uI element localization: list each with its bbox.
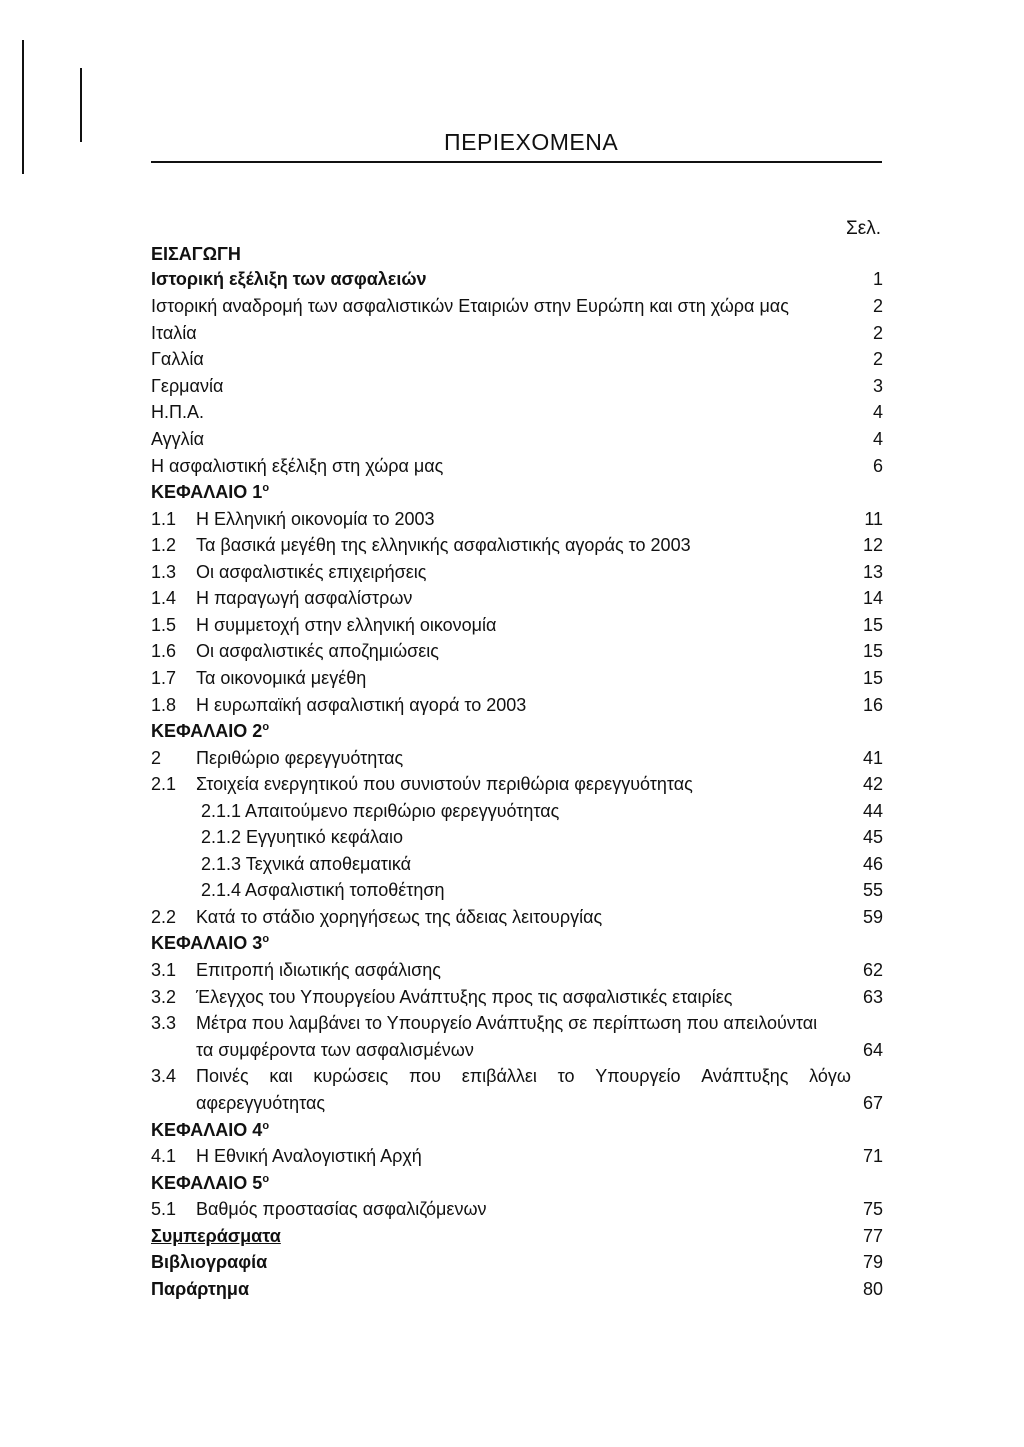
toc-row [151, 984, 883, 1010]
toc-entry-page: 4 [872, 402, 883, 422]
toc-entry-word: επιβάλλει [461, 1066, 537, 1086]
toc-entry-title-text: Επιτροπή ιδιωτικής ασφάλισης [196, 960, 441, 980]
toc-entry-number: 1.4 [151, 588, 177, 608]
toc-entry-number: 2.1 [151, 774, 177, 794]
toc-row [151, 1010, 883, 1036]
toc-entry-title [196, 559, 426, 585]
toc-entry-page: 63 [862, 987, 883, 1007]
toc-entry-number: 2.2 [151, 907, 177, 927]
toc-entry-title [151, 426, 204, 452]
toc-entry-page: 45 [862, 827, 883, 847]
toc-entry-title [196, 1143, 422, 1169]
toc-entry-title [151, 320, 197, 346]
toc-row [151, 1037, 883, 1063]
toc-entry-word: κυρώσεις [313, 1066, 389, 1086]
toc-entry-number: 3.3 [151, 1013, 177, 1033]
toc-entry-number: 3.4 [151, 1066, 177, 1086]
toc-entry-word: και [269, 1066, 293, 1086]
toc-row [151, 1249, 883, 1275]
toc-entry-title-text: ΚΕΦΑΛΑΙΟ 5 [151, 1173, 263, 1193]
toc-entry-title-text: Η.Π.Α. [151, 402, 205, 422]
toc-row [151, 479, 883, 505]
toc-entry-title-text: 2.1.2 Εγγυητικό κεφάλαιο [201, 827, 404, 847]
toc-entry-page: 6 [872, 456, 883, 476]
toc-entry-title-text: Μέτρα που λαμβάνει το Υπουργείο Ανάπτυξης σε περίπτωση που απειλούνται [196, 1013, 818, 1033]
toc-row [151, 1276, 883, 1302]
toc-entry-page: 3 [872, 376, 883, 396]
toc-row [151, 904, 883, 930]
toc-entry-title [151, 479, 269, 505]
toc-entry-title-text: Παράρτημα [151, 1279, 250, 1299]
toc-entry-page: 75 [862, 1199, 883, 1219]
toc-entry-title [196, 984, 732, 1010]
toc-entry-title-text: ΚΕΦΑΛΑΙΟ 4 [151, 1120, 263, 1140]
toc-entry-title [151, 1276, 249, 1302]
toc-row [151, 1196, 883, 1222]
toc-entry-title [201, 877, 445, 903]
toc-entry-title [196, 638, 439, 664]
toc-entry-title-text: Η παραγωγή ασφαλίστρων [196, 588, 413, 608]
toc-entry-page: 4 [872, 429, 883, 449]
toc-entry-title [196, 585, 412, 611]
toc-row [151, 506, 883, 532]
toc-entry-title [196, 1010, 817, 1036]
toc-entry-title [196, 1063, 851, 1089]
toc-entry-title [201, 851, 411, 877]
toc-entry-number: 2 [151, 748, 162, 768]
toc-entry-title-text: Ιστορική εξέλιξη των ασφαλειών [151, 269, 427, 289]
toc-row [151, 1117, 883, 1143]
toc-entry-title-text: ΚΕΦΑΛΑΙΟ 3 [151, 933, 263, 953]
toc-entry-number: 3.2 [151, 987, 177, 1007]
ordinal-superscript: ο [262, 1120, 270, 1132]
title-underline [151, 161, 882, 163]
toc-entry-page: 71 [862, 1146, 883, 1166]
toc-entry-title-text: Βιβλιογραφία [151, 1252, 268, 1272]
toc-entry-title-text: Γερμανία [151, 376, 224, 396]
toc-entry-page: 77 [862, 1226, 883, 1246]
toc-entry-title-text: Αγγλία [151, 429, 205, 449]
toc-entry-title [151, 241, 241, 267]
page-title: ΠΕΡΙΕΧΟΜΕΝΑ [444, 129, 619, 155]
toc-row [151, 399, 883, 425]
toc-entry-page: 14 [862, 588, 883, 608]
toc-entry-title-text: 2.1.1 Απαιτούμενο περιθώριο φερεγγυότητας [201, 801, 560, 821]
toc-entry-title-text: Περιθώριο φερεγγυότητας [196, 748, 404, 768]
toc-entry-number: 4.1 [151, 1146, 177, 1166]
toc-entry-title-text: Οι ασφαλιστικές επιχειρήσεις [196, 562, 427, 582]
toc-entry-title-text: Τα βασικά μεγέθη της ελληνικής ασφαλιστικής αγοράς το 2003 [196, 535, 691, 555]
toc-row [151, 532, 883, 558]
toc-entry-page: 2 [872, 296, 883, 316]
toc-entry-title [196, 532, 691, 558]
toc-entry-page: 44 [862, 801, 883, 821]
toc-entry-page: 80 [862, 1279, 883, 1299]
toc-entry-title-text: Στοιχεία ενεργητικού που συνιστούν περιθώρια φερεγγυότητας [196, 774, 693, 794]
toc-row [151, 638, 883, 664]
toc-row [151, 585, 883, 611]
toc-entry-title [196, 904, 602, 930]
toc-entry-title-text: Η Ελληνική οικονομία το 2003 [196, 509, 435, 529]
toc-row [151, 1170, 883, 1196]
toc-entry-page: 67 [862, 1093, 883, 1113]
toc-row [151, 1223, 883, 1249]
toc-entry-page: 59 [862, 907, 883, 927]
toc-entry-word: το [557, 1066, 575, 1086]
toc-entry-title-text: Βαθμός προστασίας ασφαλιζόμενων [196, 1199, 487, 1219]
toc-entry-word: λόγω [809, 1066, 851, 1086]
toc-entry-word: Ανάπτυξης [701, 1066, 789, 1086]
toc-entry-title-text: Ιταλία [151, 323, 197, 343]
toc-entry-title-text: Η ευρωπαϊκή ασφαλιστική αγορά το 2003 [196, 695, 527, 715]
toc-entry-title [151, 346, 204, 372]
toc-entry-title [196, 771, 693, 797]
toc-entry-title [151, 266, 427, 292]
toc-row [151, 851, 883, 877]
toc-entry-page: 15 [862, 615, 883, 635]
ordinal-superscript: ο [262, 933, 270, 945]
toc-entry-title [151, 373, 223, 399]
toc-entry-title-text: ΚΕΦΑΛΑΙΟ 1 [151, 482, 263, 502]
toc-row [151, 665, 883, 691]
ordinal-superscript: ο [262, 721, 270, 733]
toc-entry-title [151, 1249, 267, 1275]
toc-row [151, 320, 883, 346]
toc-entry-page: 13 [862, 562, 883, 582]
toc-entry-page: 12 [862, 535, 883, 555]
toc-row [151, 266, 883, 292]
toc-entry-title [196, 1196, 487, 1222]
toc-entry-title-text: 2.1.4 Ασφαλιστική τοποθέτηση [201, 880, 445, 900]
toc-entry-number: 1.2 [151, 535, 177, 555]
toc-row [151, 1090, 883, 1116]
toc-entry-number: 1.6 [151, 641, 177, 661]
toc-entry-title-text: Η ασφαλιστική εξέλιξη στη χώρα μας [151, 456, 444, 476]
toc-row [151, 957, 883, 983]
toc-entry-title-text: τα συμφέροντα των ασφαλισμένων [196, 1040, 474, 1060]
toc-entry-page: 2 [872, 349, 883, 369]
toc-row [151, 771, 883, 797]
toc-entry-title [196, 1090, 325, 1116]
toc-row [151, 692, 883, 718]
toc-row [151, 1143, 883, 1169]
toc-entry-title-text: 2.1.3 Τεχνικά αποθεματικά [201, 854, 412, 874]
toc-entry-number: 1.7 [151, 668, 177, 688]
page-column-label: Σελ. [846, 218, 881, 239]
toc-entry-title [151, 453, 443, 479]
toc-entry-title [151, 718, 269, 744]
toc-entry-title-text: αφερεγγυότητας [196, 1093, 326, 1113]
toc-entry-page: 64 [862, 1040, 883, 1060]
toc-entry-title-text: Κατά το στάδιο χορηγήσεως της άδειας λειτουργίας [196, 907, 603, 927]
toc-entry-page: 2 [872, 323, 883, 343]
toc-entry-page: 16 [862, 695, 883, 715]
toc-entry-page: 46 [862, 854, 883, 874]
toc-entry-number: 1.5 [151, 615, 177, 635]
toc-row [151, 559, 883, 585]
toc-row [151, 373, 883, 399]
toc-entry-page: 1 [872, 269, 883, 289]
toc-row [151, 798, 883, 824]
toc-entry-title-text: Η συμμετοχή στην ελληνική οικονομία [196, 615, 497, 635]
toc-entry-title-text: Έλεγχος του Υπουργείου Ανάπτυξης προς τις ασφαλιστικές εταιρίες [196, 987, 733, 1007]
toc-entry-title [196, 692, 526, 718]
toc-entry-title-text: Η Εθνική Αναλογιστική Αρχή [196, 1146, 422, 1166]
toc-entry-title [196, 665, 366, 691]
toc-entry-number: 3.1 [151, 960, 177, 980]
toc-entry-title-text: Συμπεράσματα [151, 1226, 281, 1246]
toc-entry-title [201, 824, 403, 850]
toc-row [151, 612, 883, 638]
toc-entry-title [196, 957, 441, 983]
ordinal-superscript: ο [262, 1173, 270, 1185]
toc-row [151, 426, 883, 452]
toc-entry-title [151, 930, 269, 956]
toc-entry-word: που [408, 1066, 441, 1086]
toc-row [151, 346, 883, 372]
toc-entry-number: 1.1 [151, 509, 177, 529]
ordinal-superscript: ο [262, 482, 270, 494]
toc-entry-page: 15 [862, 641, 883, 661]
toc-entry-page: 11 [864, 509, 883, 529]
toc-entry-page: 79 [862, 1252, 883, 1272]
toc-entry-page: 62 [862, 960, 883, 980]
toc-row [151, 1063, 883, 1089]
toc-row [151, 877, 883, 903]
toc-entry-title-text: ΕΙΣΑΓΩΓΗ [151, 244, 241, 264]
toc-entry-title-text: Οι ασφαλιστικές αποζημιώσεις [196, 641, 439, 661]
toc-entry-title [196, 506, 435, 532]
toc-entry-word: Ποινές [196, 1066, 249, 1086]
toc-entry-title [196, 745, 403, 771]
toc-entry-title [151, 1117, 269, 1143]
toc-row [151, 718, 883, 744]
toc-entry-title-text: Γαλλία [151, 349, 204, 369]
toc-entry-title [196, 1037, 474, 1063]
toc-entry-page: 15 [862, 668, 883, 688]
toc-entry-title-text: Τα οικονομικά μεγέθη [196, 668, 367, 688]
toc-entry-title [151, 1170, 269, 1196]
toc-row [151, 293, 883, 319]
toc-entry-page: 41 [862, 748, 883, 768]
left-margin-line [22, 40, 24, 174]
toc-entry-number: 5.1 [151, 1199, 177, 1219]
toc-entry-title [151, 293, 789, 319]
toc-entry-number: 1.8 [151, 695, 177, 715]
toc-entry-title [151, 1223, 281, 1249]
left-margin-line-short [80, 68, 82, 142]
toc-row [151, 930, 883, 956]
toc-row [151, 453, 883, 479]
toc-row [151, 824, 883, 850]
toc-entry-page: 42 [862, 774, 883, 794]
toc-entry-title [151, 399, 204, 425]
toc-entry-page: 55 [862, 880, 883, 900]
toc-entry-title-text: ΚΕΦΑΛΑΙΟ 2 [151, 721, 263, 741]
toc-entry-number: 1.3 [151, 562, 177, 582]
toc-entry-title-text: Ιστορική αναδρομή των ασφαλιστικών Εταιριών στην Ευρώπη και στη χώρα μας [151, 296, 789, 316]
toc-entry-word: Υπουργείο [595, 1066, 681, 1086]
toc-entry-title [201, 798, 559, 824]
toc-row [151, 241, 883, 267]
toc-entry-title [196, 612, 496, 638]
toc-row [151, 745, 883, 771]
